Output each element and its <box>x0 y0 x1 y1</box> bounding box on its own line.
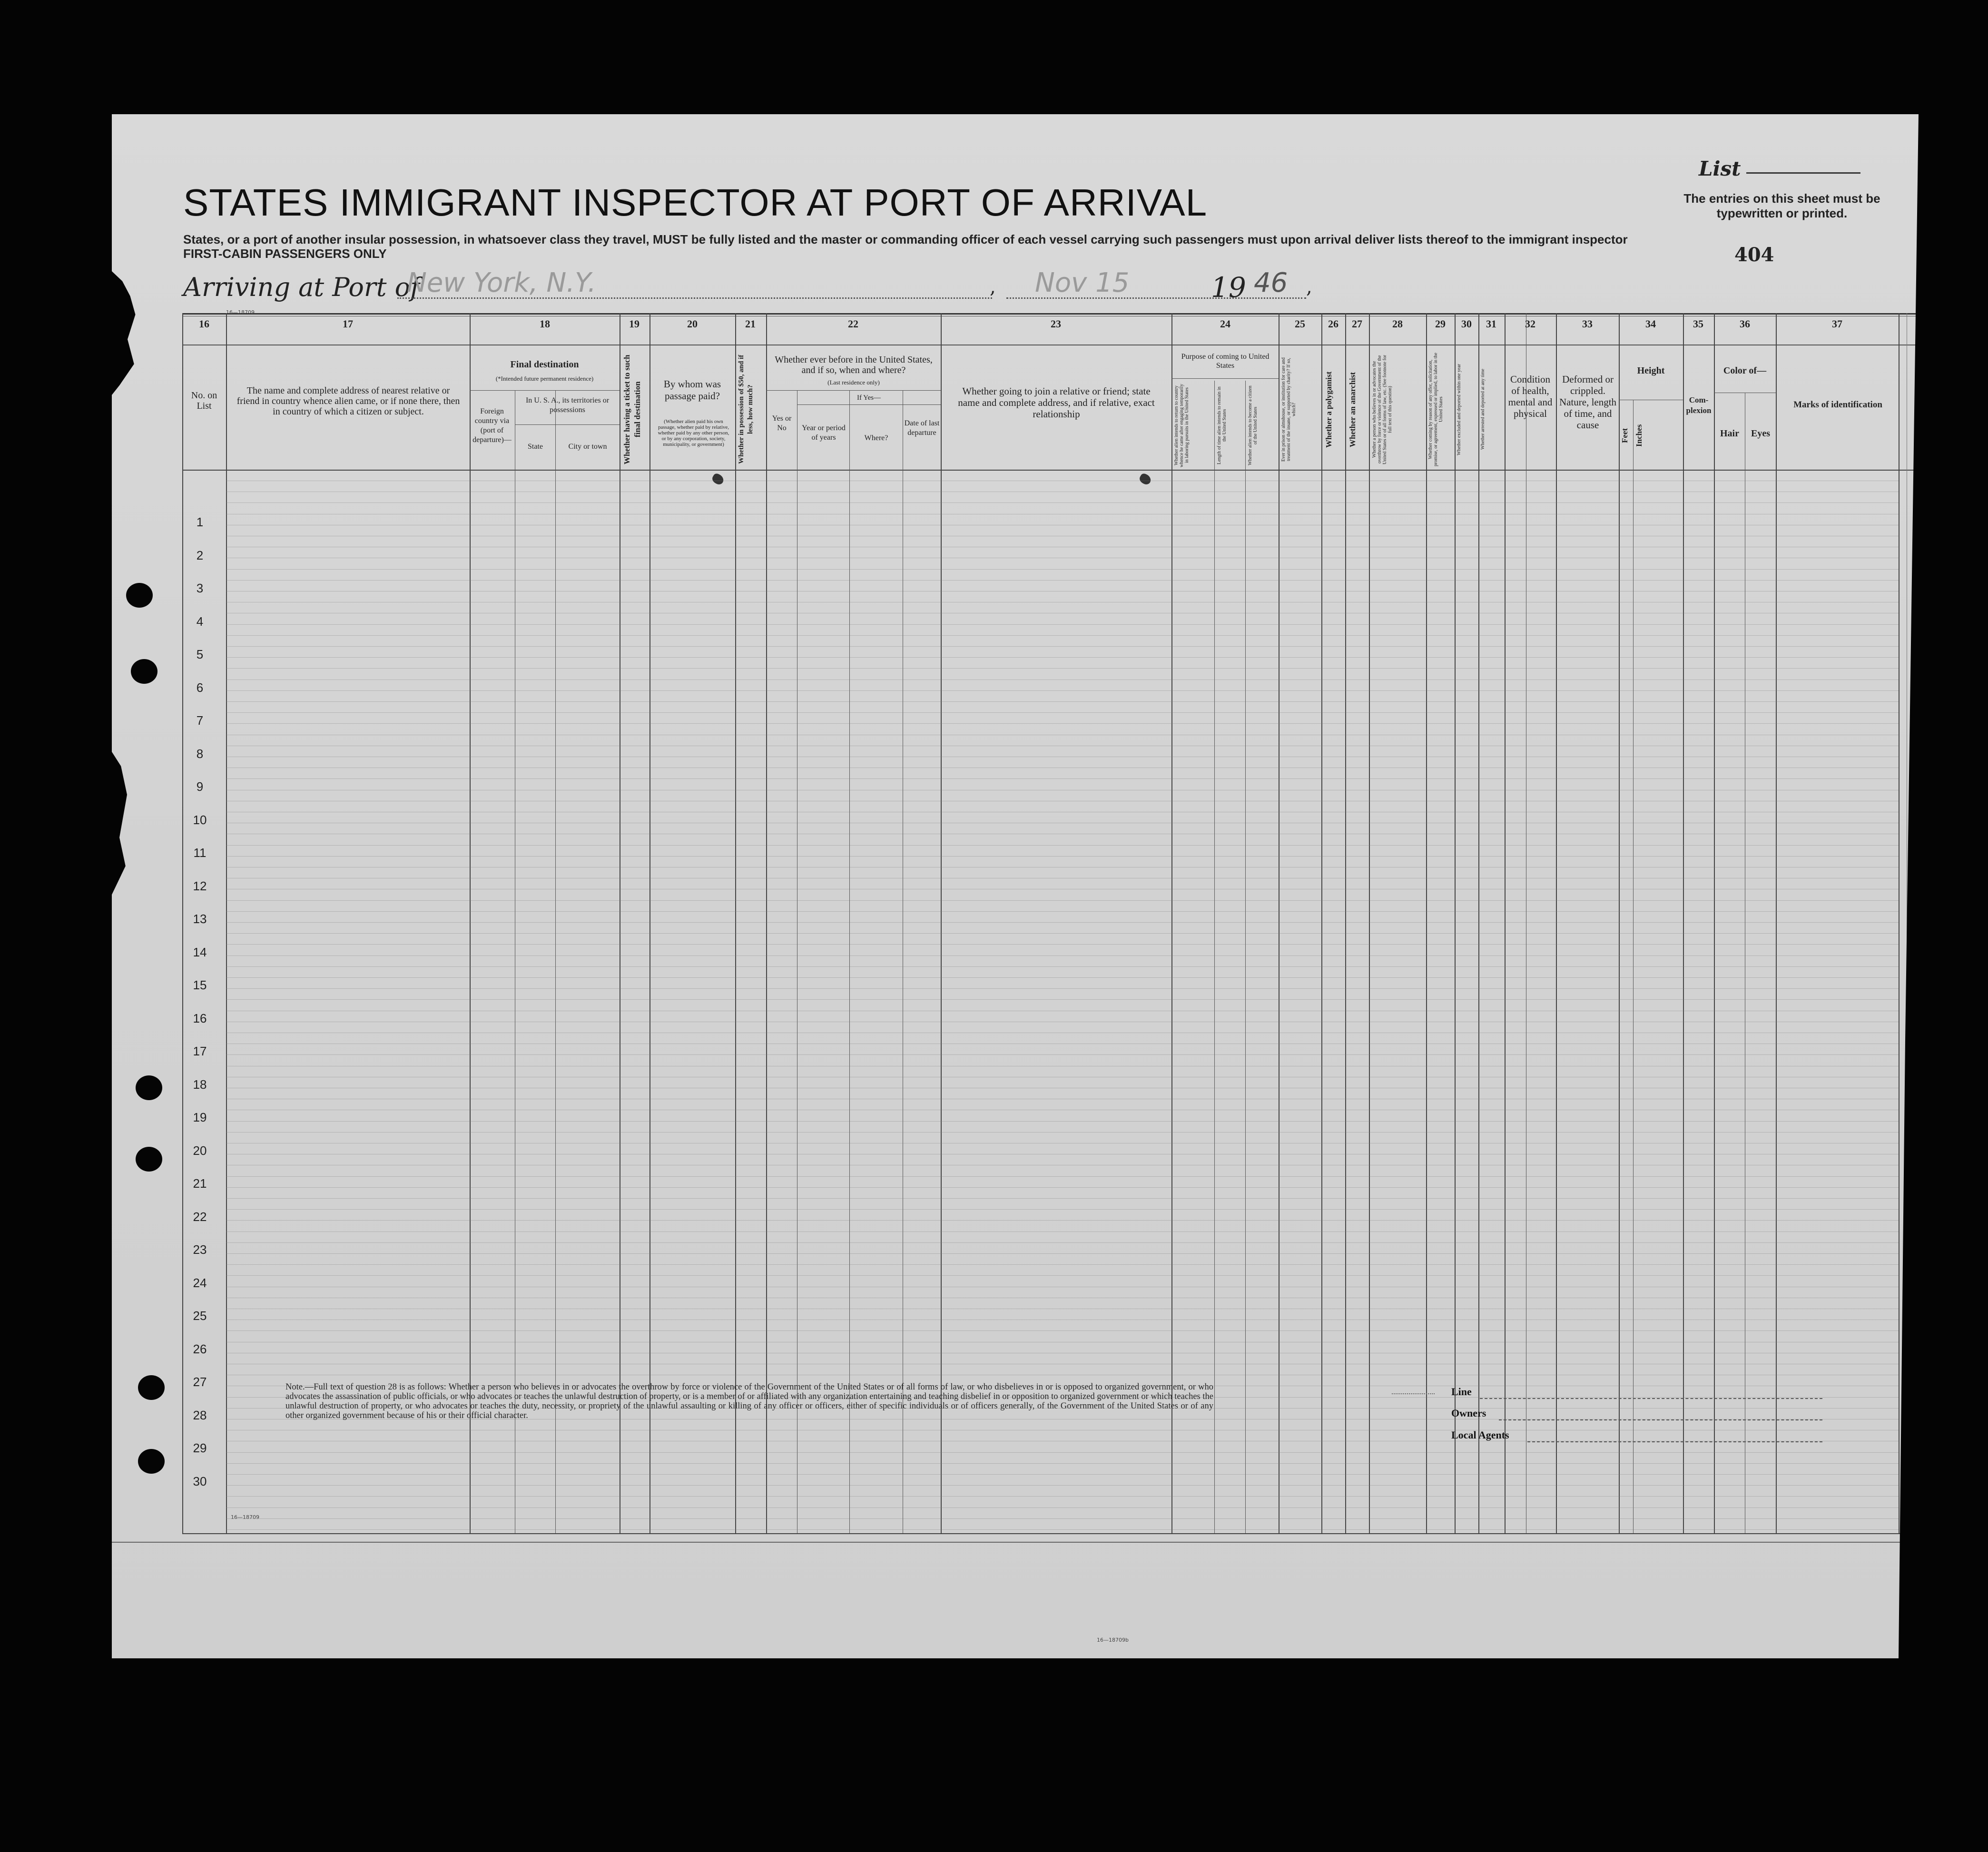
ruled-line <box>226 1209 1899 1210</box>
col-line <box>735 313 736 1533</box>
ruled-line <box>226 922 1899 923</box>
ruled-line <box>226 1220 1899 1221</box>
punch-hole <box>126 583 153 608</box>
punch-hole <box>136 1075 162 1100</box>
ruled-line <box>226 1264 1899 1265</box>
colnum-33: 33 <box>1582 318 1593 330</box>
row-number: 29 <box>193 1441 207 1455</box>
col-line <box>1619 313 1620 1533</box>
row-number: 5 <box>196 647 204 661</box>
header-purpose-length: Length of time alien intends to remain in the United States <box>1217 386 1227 464</box>
row-number: 7 <box>196 713 204 728</box>
ruled-line <box>226 911 1899 912</box>
colnum-36: 36 <box>1740 318 1750 330</box>
ruled-line <box>226 690 1899 691</box>
arriving-label: Arriving at Port of <box>183 272 420 302</box>
header-city: City or town <box>568 443 607 451</box>
subcol-line <box>1214 381 1215 1533</box>
table-top-rule <box>182 313 1932 315</box>
ruled-line <box>226 1485 1899 1486</box>
colnum-28: 28 <box>1392 318 1403 330</box>
ruled-line <box>226 988 1899 989</box>
header-excluded: Whether excluded and deported within one year <box>1457 364 1462 455</box>
ruled-line <box>226 999 1899 1000</box>
header-where: Where? <box>864 434 888 442</box>
header-possession-50: Whether in possession of $50, and if less, how much? <box>738 355 754 464</box>
colnum-25: 25 <box>1295 318 1305 330</box>
colnum-24: 24 <box>1220 318 1230 330</box>
ruled-line <box>226 1452 1899 1453</box>
header-color-of: Color of— <box>1723 365 1767 376</box>
year-printed: 19 <box>1211 271 1246 304</box>
header-year-period: Year or period of years <box>802 424 846 442</box>
header-health: Condition of health, mental and physical <box>1508 374 1553 419</box>
ruled-line <box>226 1529 1899 1530</box>
header-final-destination: Final destination <box>510 359 579 370</box>
ruled-line <box>226 1397 1899 1398</box>
row-number: 19 <box>193 1110 207 1124</box>
row-number: 16 <box>193 1011 207 1025</box>
passenger-class-line: FIRST-CABIN PASSENGERS ONLY <box>183 246 387 261</box>
col-line <box>1556 313 1557 1533</box>
header-deformed: Deformed or crippled. Nature, length of time, and cause <box>1559 374 1617 431</box>
header-foreign-country: Foreign country via (port of departure)— <box>472 407 512 444</box>
row-number: 17 <box>193 1044 207 1058</box>
prior-sub-rule <box>766 390 941 391</box>
form-code-top: 16—18709 <box>226 309 255 315</box>
ruled-line <box>226 778 1899 779</box>
col-line <box>1321 313 1322 1533</box>
ruled-line <box>226 635 1899 636</box>
row-number: 6 <box>196 680 204 695</box>
subcol-line <box>555 390 556 1533</box>
header-inches: Inches <box>1634 424 1644 447</box>
col-line <box>766 313 767 1533</box>
comma-mark: , <box>990 276 996 298</box>
subcol-line <box>849 390 850 1533</box>
ruled-line <box>226 701 1899 702</box>
colnum-16: 16 <box>199 318 209 330</box>
col-line <box>470 313 471 1533</box>
colnum-31: 31 <box>1486 318 1496 330</box>
header-eyes: Eyes <box>1751 428 1770 439</box>
row-number: 22 <box>193 1209 207 1224</box>
header-purpose-return: Whether alien intends to return to country whence he came after engaging temporarily in laboring pursuits in the United States <box>1174 384 1190 467</box>
owners-label: Owners <box>1451 1407 1486 1419</box>
ruled-line <box>226 569 1899 570</box>
ruled-line <box>226 646 1899 647</box>
form-title: STATES IMMIGRANT INSPECTOR AT PORT OF ARRIVAL <box>183 181 1208 224</box>
ruled-line <box>226 900 1899 901</box>
punch-hole <box>138 1449 165 1474</box>
col-line <box>1426 313 1427 1533</box>
sheet-number: 404 <box>1734 244 1774 266</box>
ruled-line <box>226 1121 1899 1122</box>
ruled-line <box>226 1474 1899 1475</box>
ruled-line <box>226 1054 1899 1055</box>
footer-form-code: 16—18709b <box>1097 1637 1129 1643</box>
row-number: 12 <box>193 878 207 893</box>
usa-sub-rule <box>515 424 620 425</box>
header-offer-labor: Whether coming by reason of any offer, solicitation, promise, or agreement, expressed or implied, to labor in the United States <box>1428 353 1444 466</box>
ruled-line <box>226 1231 1899 1232</box>
owners-field <box>1499 1419 1822 1420</box>
header-passage-paid: By whom was passage paid? <box>663 378 721 402</box>
row-number: 24 <box>193 1275 207 1290</box>
purpose-sub-rule <box>1171 378 1279 379</box>
row-number: 26 <box>193 1341 207 1356</box>
colnum-35: 35 <box>1693 318 1703 330</box>
ruled-line <box>226 723 1899 724</box>
colnum-29: 29 <box>1435 318 1446 330</box>
row-number: 10 <box>193 812 207 827</box>
row-number: 30 <box>193 1474 207 1488</box>
row-number: 15 <box>193 978 207 992</box>
table-bottom-rule <box>182 1533 1932 1534</box>
subcol-line <box>1245 381 1246 1533</box>
colnum-34: 34 <box>1645 318 1656 330</box>
ruled-line <box>226 712 1899 713</box>
ink-tick-mark <box>1138 472 1153 486</box>
colnum-37: 37 <box>1832 318 1842 330</box>
header-final-destination-note: (*Intended future permanent residence) <box>495 375 594 382</box>
col-line <box>1455 313 1456 1533</box>
row-number: 2 <box>196 548 204 562</box>
row-number: 4 <box>196 614 204 629</box>
header-purpose-citizen: Whether alien intends to become a citizen of the United States <box>1248 385 1258 465</box>
colnum-18: 18 <box>540 318 550 330</box>
colnum-30: 30 <box>1461 318 1472 330</box>
col-line <box>1683 313 1684 1533</box>
ruled-line <box>226 668 1899 669</box>
form-subtitle: States, or a port of another insular possession, in whatsoever class they travel, MUST be fully listed and the master or commanding officer of each vessel carrying such passengers must upon arrival deliver lists thereof to the immigrant inspector <box>183 232 1628 246</box>
ruled-line <box>226 845 1899 846</box>
punch-hole <box>136 1147 162 1172</box>
ruled-line <box>226 1496 1899 1497</box>
row-number: 28 <box>193 1408 207 1422</box>
footnote-question-28: Note.—Full text of question 28 is as follows: Whether a person who believes in or advocates the overthrow by force or violence of the Government of the United States or of all forms of law, or who disbelieves in or is opposed to organized government, or who advocates the assassination of public officials, or who advocates or teaches the unlawful destruction of property, or is a member of or affiliated with any organization entertaining and teaching disbelief in or opposition to organized government or which teaches the unlawful destruction of property, or who advocates or teaches the duty, necessity, or propriety of the unlawful assaulting or killing of any officer or officers, either of specific individuals or of officers generally, of the Government of the United States or of any other organized government because of his or their official character. <box>285 1382 1213 1420</box>
row-number: 1 <box>196 515 204 529</box>
ruled-line <box>226 580 1899 581</box>
row-number: 9 <box>196 779 204 794</box>
ruled-line <box>226 1518 1899 1519</box>
ruled-line <box>226 1463 1899 1464</box>
table-bottom-rule-2 <box>112 1542 1932 1543</box>
row-number: 21 <box>193 1176 207 1191</box>
ruled-line <box>226 1253 1899 1254</box>
col-line <box>1505 313 1506 1533</box>
col-line <box>1345 313 1346 1533</box>
header-date-departure: Date of last departure <box>904 419 940 437</box>
colnum-19: 19 <box>629 318 640 330</box>
line-label: Line <box>1451 1386 1472 1398</box>
row-number: 11 <box>193 846 207 860</box>
ruled-line <box>226 977 1899 978</box>
local-agents-label: Local Agents <box>1451 1429 1509 1441</box>
header-question-28: Whether a person who believes in or advocates the overthrow by force or violence of the Government of the United States or of all forms of law, etc. (See footnote for full text of this question) <box>1372 355 1393 464</box>
colnum-27: 27 <box>1352 318 1362 330</box>
colnum-23: 23 <box>1051 318 1061 330</box>
row-number: 23 <box>193 1242 207 1257</box>
header-ticket: Whether having a ticket to such final destination <box>622 355 642 464</box>
punch-hole <box>131 659 157 684</box>
header-purpose: Purpose of coming to United States <box>1181 353 1270 370</box>
ifyes-sub-rule <box>797 404 941 405</box>
col-line <box>1776 313 1777 1533</box>
col-line <box>1714 313 1715 1533</box>
row-number: 27 <box>193 1375 207 1389</box>
colnum-17: 17 <box>343 318 353 330</box>
ruled-line <box>226 1408 1899 1409</box>
col-line <box>226 313 227 1533</box>
ruled-line <box>226 624 1899 625</box>
colnum-21: 21 <box>745 318 756 330</box>
typewritten-instruction: The entries on this sheet must be typewritten or printed. <box>1683 191 1880 220</box>
header-feet: Feet <box>1620 428 1629 443</box>
port-value: New York, N.Y. <box>407 267 596 298</box>
ruled-line <box>226 1187 1899 1188</box>
ruled-line <box>226 1176 1899 1177</box>
ruled-line <box>226 1242 1899 1243</box>
header-if-yes: If Yes— <box>856 394 881 402</box>
comma-mark-2: , <box>1306 276 1312 298</box>
colnum-32: 32 <box>1525 318 1535 330</box>
col-line <box>941 313 942 1533</box>
year-value: 46 <box>1254 267 1288 298</box>
ink-tick-mark <box>711 472 726 486</box>
col-line <box>1478 313 1479 1533</box>
header-polygamist: Whether a polygamist <box>1324 371 1333 448</box>
header-anarchist: Whether an anarchist <box>1348 372 1357 447</box>
header-marks-identification: Marks of identification <box>1793 400 1882 410</box>
date-value: Nov 15 <box>1035 267 1130 298</box>
ruled-line <box>226 657 1899 658</box>
form-code-bottom: 16—18709 <box>231 1514 259 1520</box>
row-number: 13 <box>193 912 207 926</box>
col-line <box>1171 313 1172 1533</box>
row-number: 14 <box>193 945 207 959</box>
row-number: 25 <box>193 1309 207 1323</box>
list-number-line <box>1746 172 1860 174</box>
row-number: 20 <box>193 1143 207 1158</box>
header-arrested: Whether arrested and deported at any time <box>1480 369 1486 450</box>
ruled-line <box>226 933 1899 934</box>
row-number: 3 <box>196 581 204 595</box>
header-prison: Ever in prison or almshouse, or institution for care and treatment of the insane, or supported by charity? If so, which? <box>1281 357 1297 462</box>
header-join-relative: Whether going to join a relative or friend; state name and complete address, and if relative, exact relationship <box>958 385 1155 420</box>
header-usa: In U. S. A., its territories or possessions <box>525 396 610 414</box>
colnum-26: 26 <box>1328 318 1338 330</box>
ruled-line <box>226 856 1899 857</box>
header-bottom-rule <box>182 470 1932 471</box>
line-field <box>1480 1398 1822 1399</box>
ruled-line <box>226 1132 1899 1133</box>
header-ever-before: Whether ever before in the United States, and if so, when and where? <box>775 355 933 375</box>
col-line <box>1369 313 1370 1533</box>
ruled-line <box>226 966 1899 967</box>
ruled-line <box>226 944 1899 945</box>
header-no-on-list: No. on List <box>191 390 217 411</box>
header-complexion: Com-plexion <box>1686 395 1712 415</box>
header-nearest-relative: The name and complete address of nearest relative or friend in country whence alien came, or if none there, then in country of which a citizen or subject. <box>236 385 460 417</box>
dest-sub-rule <box>470 390 620 391</box>
ruled-line <box>226 1507 1899 1508</box>
list-label: List <box>1699 157 1741 180</box>
ruled-line <box>226 1330 1899 1331</box>
row-number: 8 <box>196 746 204 761</box>
header-passage-note: (Whether alien paid his own passage, whether paid by relative, whether paid by any other person, or by any corporation, society, municipality, or government) <box>658 419 729 447</box>
footer-dot-mark <box>1392 1393 1435 1394</box>
header-last-residence: (Last residence only) <box>827 379 880 386</box>
header-height: Height <box>1637 365 1665 376</box>
header-yes-or-no: Yes or No <box>772 414 792 432</box>
header-hair: Hair <box>1720 428 1739 439</box>
ruled-line <box>226 1275 1899 1276</box>
colnum-22: 22 <box>848 318 858 330</box>
colnum-20: 20 <box>687 318 698 330</box>
row-number: 18 <box>193 1077 207 1092</box>
ruled-line <box>226 502 1899 503</box>
punch-hole <box>138 1375 165 1400</box>
ruled-line <box>226 1198 1899 1199</box>
header-state: State <box>528 443 543 451</box>
manifest-sheet <box>112 114 1932 1658</box>
